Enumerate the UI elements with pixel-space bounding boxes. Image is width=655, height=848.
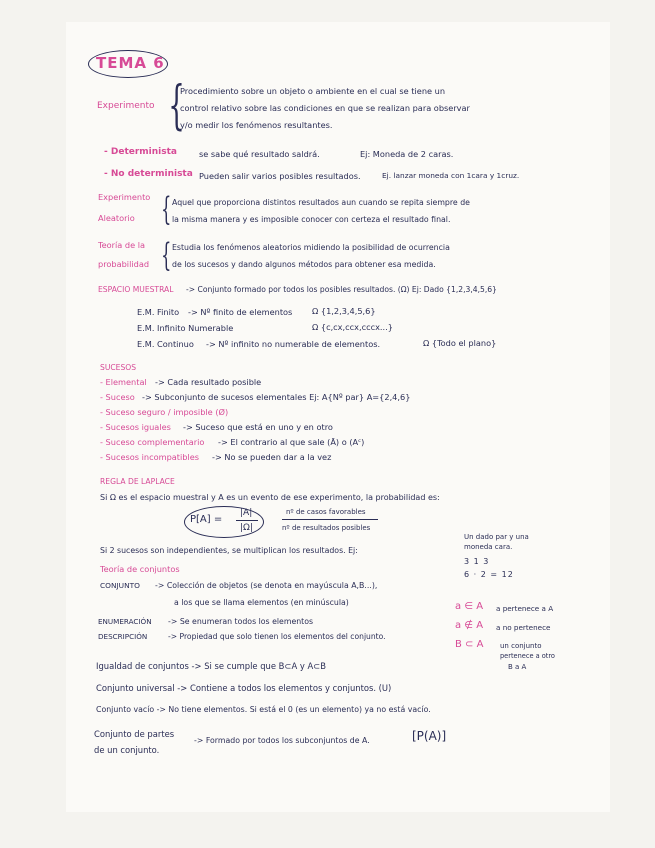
symbol-subconjunto: B ⊂ A xyxy=(455,639,484,650)
symbol-pertenece: a ∈ A xyxy=(455,601,484,612)
em-infinito-example: Ω {c,cx,ccx,cccx...} xyxy=(312,322,393,332)
brace: { xyxy=(161,190,172,228)
laplace-label: REGLA DE LAPLACE xyxy=(100,477,175,486)
fraction-bar xyxy=(282,519,378,520)
notebook-page xyxy=(66,22,610,812)
brace: { xyxy=(168,76,185,136)
em-finito-text: -> Nº finito de elementos xyxy=(188,307,293,317)
symbol-subconjunto-text-3: B a A xyxy=(508,663,527,671)
conjunto-label: CONJUNTO xyxy=(100,581,140,590)
symbol-pertenece-text: a pertenece a A xyxy=(496,604,554,613)
dado-note-2: moneda cara. xyxy=(464,543,513,551)
note-numerator: nº de casos favorables xyxy=(286,508,366,516)
note-denominator: nº de resultados posibles xyxy=(282,524,371,532)
partes-label-2: de un conjunto. xyxy=(94,745,160,755)
symbol-no-pertenece-text: a no pertenece xyxy=(496,623,551,632)
espacio-text: -> Conjunto formado por todos los posibles resultados. (Ω) Ej: Dado {1,2,3,4,5,6} xyxy=(186,285,497,294)
universal-text: Conjunto universal -> Contiene a todos los elementos y conjuntos. (U) xyxy=(96,683,392,693)
partes-text: -> Formado por todos los subconjuntos de A. xyxy=(194,736,370,745)
teoria-label-1: Teoría de la xyxy=(98,240,146,250)
suceso-item-text: -> Suceso que está en uno y en otro xyxy=(183,422,333,432)
enumeracion-text: -> Se enumeran todos los elementos xyxy=(168,617,314,626)
descripcion-label: DESCRIPCIÓN xyxy=(98,632,148,641)
determinista-example: Ej: Moneda de 2 caras. xyxy=(360,149,454,159)
em-finito-label: E.M. Finito xyxy=(137,307,180,317)
suceso-item-label: - Suceso xyxy=(100,392,135,402)
partes-symbol: [P(A)] xyxy=(412,729,447,743)
conjuntos-label: Teoría de conjuntos xyxy=(100,564,180,574)
suceso-item-label: - Sucesos incompatibles xyxy=(100,452,200,462)
partes-label-1: Conjunto de partes xyxy=(94,729,175,739)
suceso-item-text: -> Cada resultado posible xyxy=(155,377,262,387)
determinista-label: - Determinista xyxy=(104,147,177,157)
fraction-bar xyxy=(236,520,258,521)
symbol-no-pertenece: a ∉ A xyxy=(455,620,484,631)
suceso-item-label: - Elemental xyxy=(100,377,147,387)
no-determinista-text: Pueden salir varios posibles resultados. xyxy=(199,171,361,181)
teoria-line-1: Estudia los fenómenos aleatorios midiendo la posibilidad de ocurrencia xyxy=(172,243,450,252)
descripcion-text: -> Propiedad que solo tienen los elementos del conjunto. xyxy=(168,632,386,641)
conjunto-line-1: -> Colección de objetos (se denota en mayúscula A,B...), xyxy=(155,581,378,590)
formula-lhs: P[A] = xyxy=(190,514,223,525)
experimento-line-1: Procedimiento sobre un objeto o ambiente en el cual se tiene un xyxy=(180,86,446,96)
aleatorio-line-1: Aquel que proporciona distintos resultados aun cuando se repita siempre de xyxy=(172,198,470,207)
teoria-line-2: de los sucesos y dando algunos métodos para obtener esa medida. xyxy=(172,260,436,269)
experimento-label: Experimento xyxy=(97,101,155,111)
enumeracion-label: ENUMERACIÓN xyxy=(98,617,152,626)
espacio-label: ESPACIO MUESTRAL xyxy=(98,285,174,294)
aleatorio-line-2: la misma manera y es imposible conocer con certeza el resultado final. xyxy=(172,215,451,224)
suceso-item-text: -> No se pueden dar a la vez xyxy=(212,452,332,462)
dado-note-1: Un dado par y una xyxy=(464,533,529,541)
page-title: TEMA 6 xyxy=(96,54,165,72)
calc-denominators: 6 · 2 = 12 xyxy=(464,570,514,579)
aleatorio-label-1: Experimento xyxy=(98,192,151,202)
formula-denominator: |Ω| xyxy=(240,523,253,533)
experimento-line-3: y/o medir los fenómenos resultantes. xyxy=(180,120,333,130)
symbol-subconjunto-text-1: un conjunto xyxy=(500,642,542,650)
suceso-item-text: -> El contrario al que sale (Ā) o (Aᶜ) xyxy=(218,437,365,447)
experimento-line-2: control relativo sobre las condiciones en que se realizan para observar xyxy=(180,103,470,113)
suceso-item-label: - Sucesos iguales xyxy=(100,422,171,432)
laplace-text: Si Ω es el espacio muestral y A es un evento de ese experimento, la probabilidad es: xyxy=(100,493,440,502)
no-determinista-label: - No determinista xyxy=(104,169,193,179)
aleatorio-label-2: Aleatorio xyxy=(98,213,135,223)
brace: { xyxy=(161,236,172,274)
em-continuo-label: E.M. Continuo xyxy=(137,339,194,349)
independientes-text: Si 2 sucesos son independientes, se multiplican los resultados. Ej: xyxy=(100,546,358,555)
symbol-subconjunto-text-2: pertenece a otro xyxy=(500,652,555,660)
determinista-text: se sabe qué resultado saldrá. xyxy=(199,149,320,159)
no-determinista-example: Ej. lanzar moneda con 1cara y 1cruz. xyxy=(382,171,520,180)
conjunto-line-2: a los que se llama elementos (en minúscula) xyxy=(174,598,349,607)
vacio-text: Conjunto vacío -> No tiene elementos. Si está el 0 (es un elemento) ya no está vacío. xyxy=(96,705,431,714)
calc-numerators: 3 1 3 xyxy=(464,557,490,566)
formula-numerator: |A| xyxy=(240,508,253,518)
suceso-item-label: - Suceso seguro / imposible (Ø) xyxy=(100,407,229,417)
em-infinito-label: E.M. Infinito Numerable xyxy=(137,323,234,333)
igualdad-text: Igualdad de conjuntos -> Si se cumple que B⊂A y A⊂B xyxy=(96,661,326,671)
suceso-item-label: - Suceso complementario xyxy=(100,437,205,447)
sucesos-label: SUCESOS xyxy=(100,363,137,372)
em-continuo-example: Ω {Todo el plano} xyxy=(423,338,497,348)
teoria-label-2: probabilidad xyxy=(98,259,150,269)
suceso-item-text: -> Subconjunto de sucesos elementales Ej: A{Nº par} A={2,4,6} xyxy=(142,392,411,402)
em-finito-example: Ω {1,2,3,4,5,6} xyxy=(312,306,376,316)
em-continuo-text: -> Nº infinito no numerable de elementos. xyxy=(206,339,381,349)
